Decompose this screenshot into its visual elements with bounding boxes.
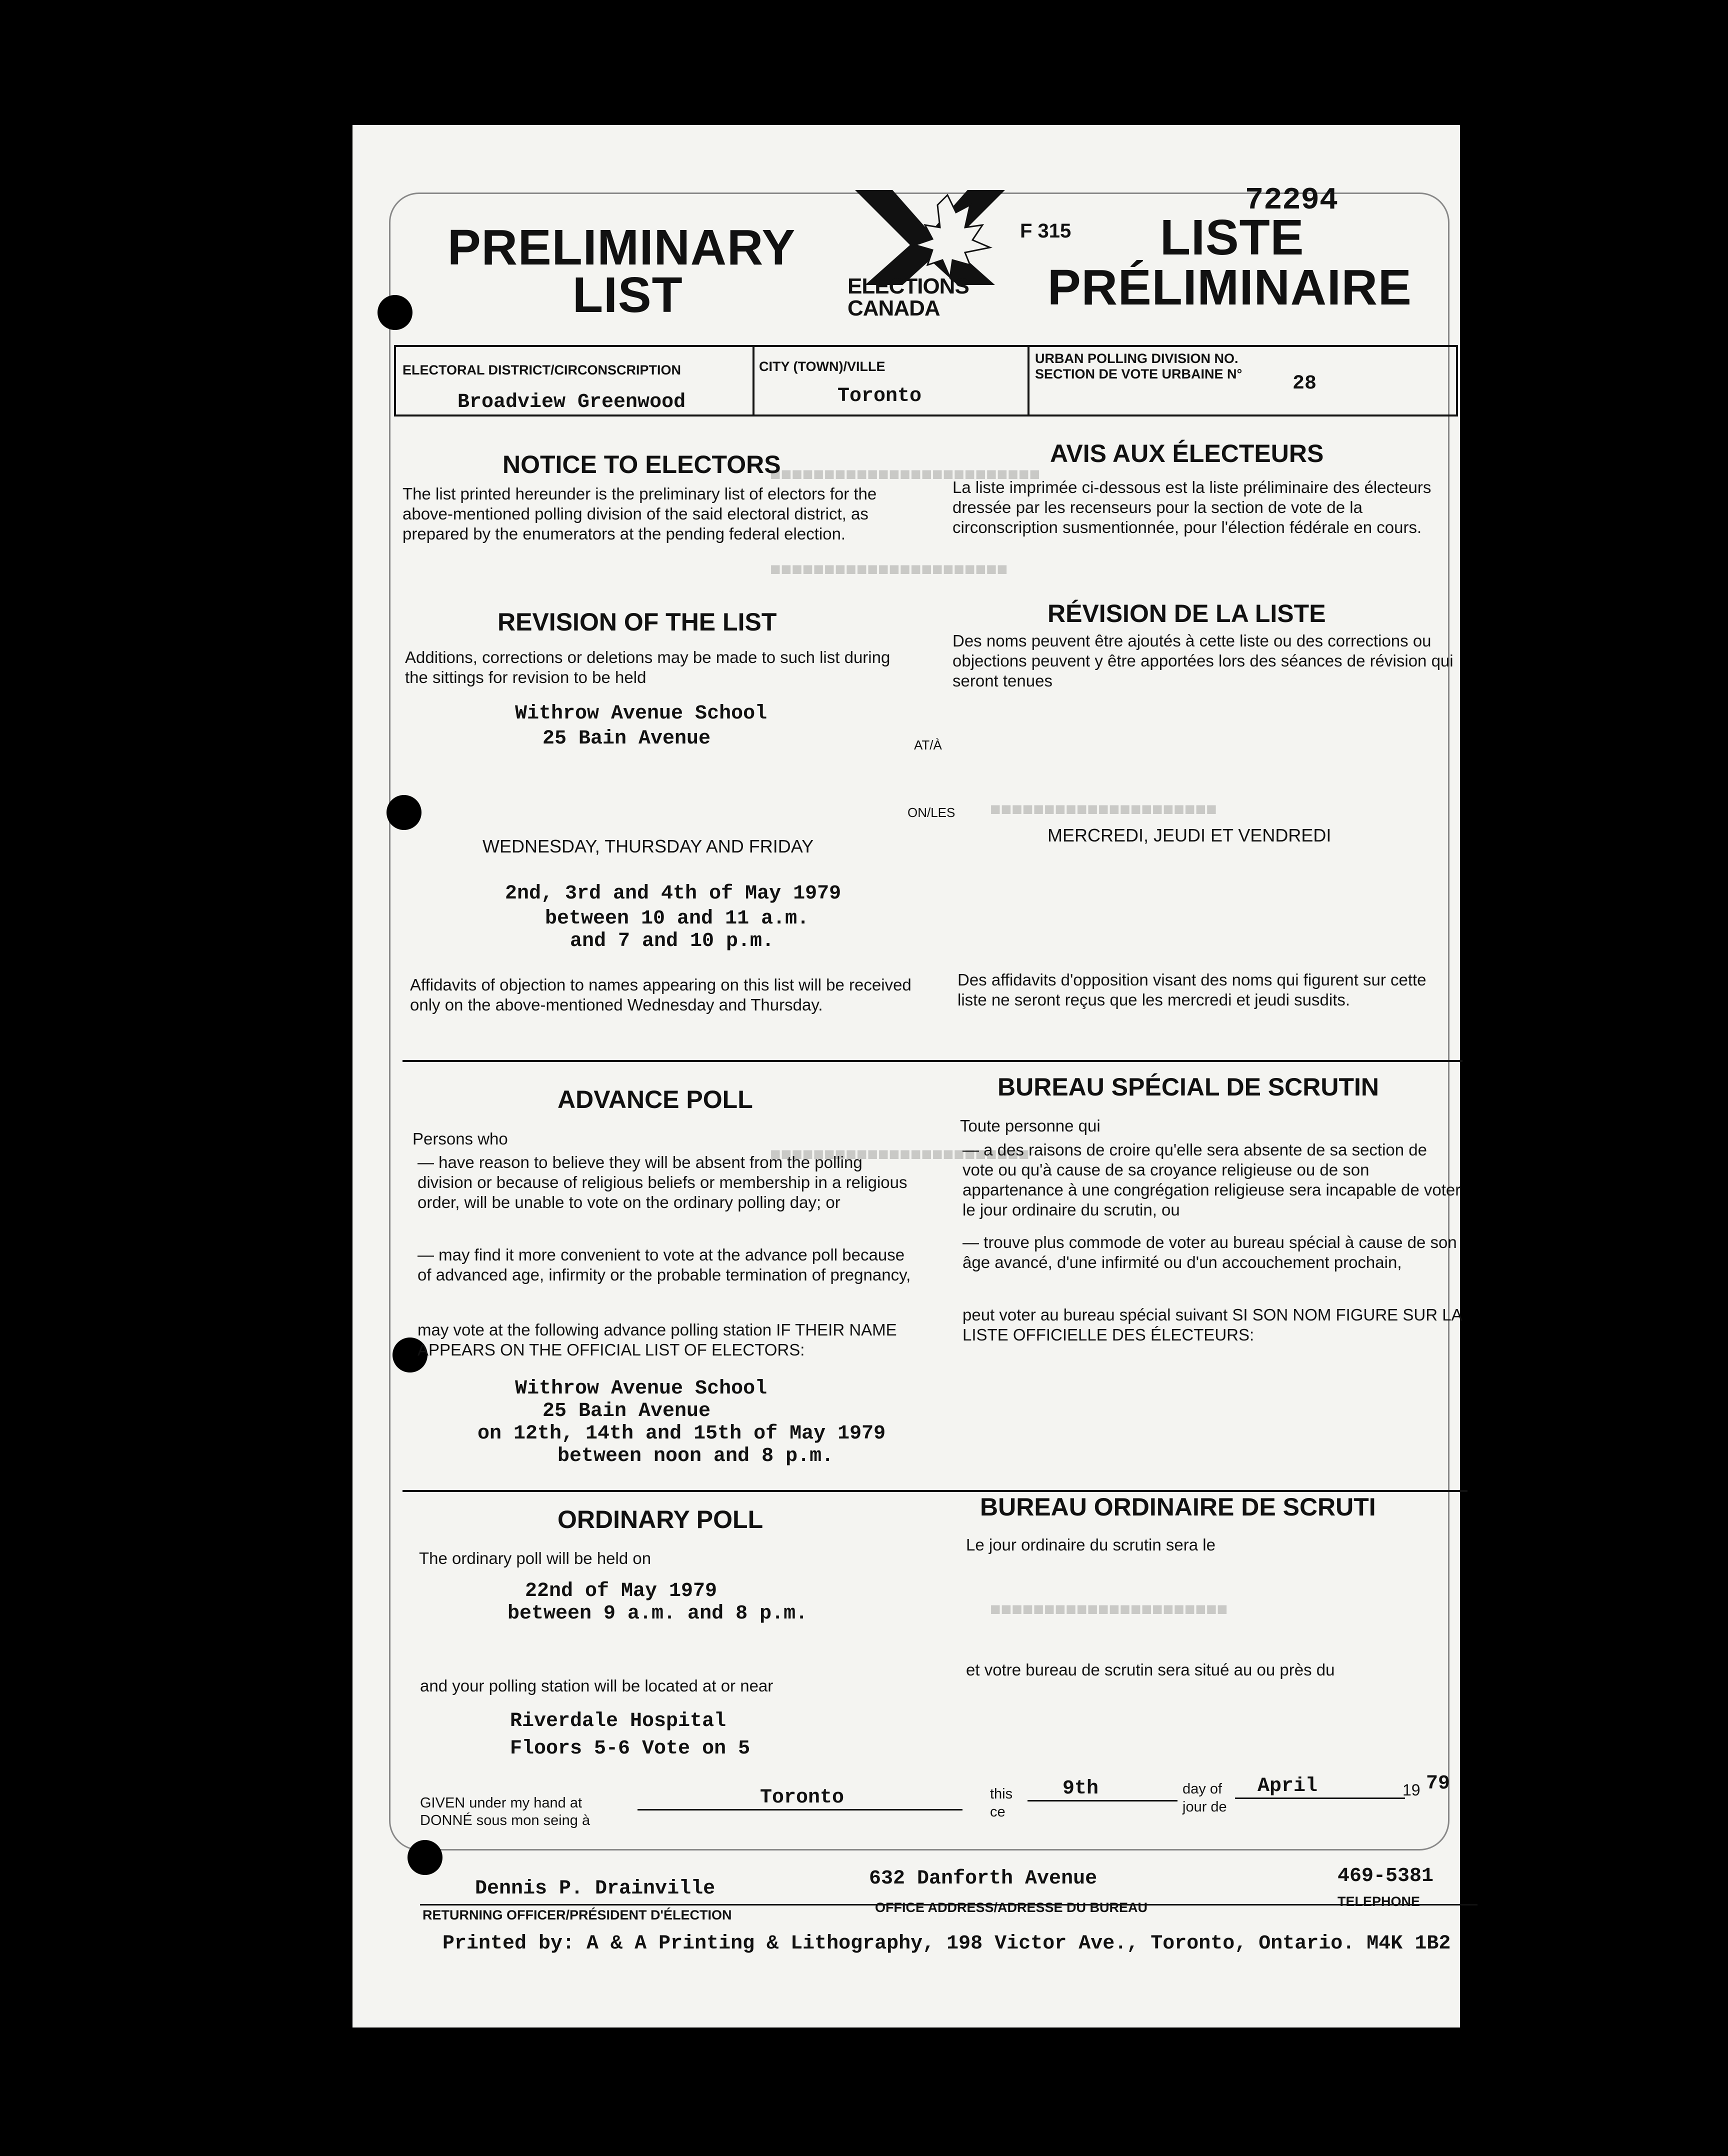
- advance-may-vote-en: may vote at the following advance polling station IF THEIR NAME APPEARS ON THE OFFICIAL LIST OF ELECTORS:: [418, 1320, 897, 1359]
- serial-number: 72294: [1245, 182, 1338, 218]
- advance-bullet-en-1: — have reason to believe they will be absent from the polling division or because of religious beliefs or membership in a religious order, will be unable to vote on the ordinary polling day; or: [418, 1153, 908, 1212]
- logo-text-canada: CANADA: [848, 296, 940, 320]
- year-prefix: 19: [1402, 1781, 1420, 1799]
- month-line: [1235, 1798, 1405, 1799]
- advance-dates-line-1: on 12th, 14th and 15th of May 1979: [478, 1422, 886, 1445]
- day-value: 9th: [1062, 1778, 1099, 1800]
- year-suffix: 79: [1426, 1772, 1450, 1795]
- ordinary-poll-title-en: ORDINARY POLL: [558, 1506, 764, 1534]
- day-of-fr: jour de: [1182, 1799, 1227, 1815]
- ordinary-date-line-2: between 9 a.m. and 8 p.m.: [508, 1602, 808, 1625]
- title-en-line-1: PRELIMINARY: [448, 220, 796, 276]
- this-en: this: [990, 1786, 1013, 1802]
- advance-may-vote-fr: peut voter au bureau spécial suivant SI SON NOM FIGURE SUR LA LISTE OFFICIELLE DES ÉLECTEURS:: [962, 1306, 1462, 1344]
- division-label-2: SECTION DE VOTE URBAINE N°: [1035, 366, 1242, 382]
- advance-place-line-1: Withrow Avenue School: [515, 1378, 768, 1400]
- notice-text-en: The list printed hereunder is the preliminary list of electors for the above-mentioned polling division of the said electoral district, as prepared by the enumerators at the pending federal election.: [402, 484, 877, 543]
- district-value: Broadview Greenwood: [458, 391, 686, 414]
- binder-hole: [378, 295, 412, 330]
- section-divider: [402, 1490, 1468, 1492]
- revision-place-line-1: Withrow Avenue School: [515, 702, 768, 725]
- revision-days-fr: MERCREDI, JEUDI ET VENDREDI: [1048, 825, 1332, 846]
- bleed-through-texture: ■■■■■■■■■■■■■■■■■■■■■: [990, 800, 1217, 820]
- revision-dates-line-2: between 10 and 11 a.m.: [545, 908, 810, 930]
- revision-dates-line-1: 2nd, 3rd and 4th of May 1979: [505, 882, 842, 905]
- title-fr-line-2: PRÉLIMINAIRE: [1048, 260, 1412, 316]
- revision-affidavit-en: Affidavits of objection to names appearing on this list will be received only on the above-mentioned Wednesday and Thursday.: [410, 976, 912, 1014]
- held-on-fr: Le jour ordinaire du scrutin sera le: [966, 1536, 1216, 1554]
- notice-text-fr: La liste imprimée ci-dessous est la liste préliminaire des électeurs dressée par les recenseurs pour la section de vote de la circonscription susmentionnée, pour l'élection fédérale en cours.: [952, 478, 1432, 536]
- division-label-1: URBAN POLLING DIVISION NO.: [1035, 351, 1238, 366]
- ordinary-place-line-2: Floors 5-6 Vote on 5: [510, 1738, 750, 1760]
- city-label: CITY (TOWN)/VILLE: [759, 359, 886, 374]
- title-fr-line-1: LISTE: [1160, 210, 1304, 266]
- ordinary-place-line-1: Riverdale Hospital: [510, 1710, 726, 1732]
- advance-bullet-en-2: — may find it more convenient to vote at the advance poll because of advanced age, infirmity or the probable termination of pregnancy,: [418, 1246, 911, 1284]
- office-address: 632 Danforth Avenue: [869, 1868, 1098, 1890]
- form-number: F 315: [1020, 220, 1072, 242]
- place-line: [638, 1809, 962, 1810]
- bleed-through-texture: ■■■■■■■■■■■■■■■■■■■■■■■■■: [770, 465, 1040, 486]
- advance-bullet-fr-2: — trouve plus commode de voter au bureau spécial à cause de son âge avancé, d'une infirmité ou d'un accouchement prochain,: [962, 1233, 1457, 1272]
- binder-hole: [408, 1840, 442, 1875]
- located-en: and your polling station will be located at or near: [420, 1676, 774, 1695]
- revision-title-en: REVISION OF THE LIST: [498, 608, 777, 636]
- day-line: [1028, 1800, 1178, 1802]
- telephone-value: 469-5381: [1338, 1865, 1434, 1888]
- revision-days-en: WEDNESDAY, THURSDAY AND FRIDAY: [482, 836, 814, 856]
- divider: [752, 345, 754, 414]
- title-en-line-2: LIST: [572, 267, 683, 323]
- bleed-through-texture: ■■■■■■■■■■■■■■■■■■■■■■: [990, 1600, 1228, 1620]
- on-label: ON/LES: [908, 805, 956, 820]
- telephone-label: TELEPHONE: [1338, 1894, 1420, 1909]
- revision-text-en: Additions, corrections or deletions may be made to such list during the sittings for revision to be held: [405, 648, 890, 686]
- elections-canada-logo: [845, 185, 1015, 320]
- persons-who: Persons who: [412, 1130, 508, 1148]
- ordinary-date-line-1: 22nd of May 1979: [525, 1580, 718, 1602]
- at-label: AT/À: [914, 738, 942, 752]
- revision-dates-line-3: and 7 and 10 p.m.: [570, 930, 774, 952]
- advance-bullet-fr-1: — a des raisons de croire qu'elle sera absente de sa section de vote ou qu'à cause de sa croyance religieuse ou de son appartenance à une congrégation religieuse sera incapable de voter le jour ordinaire du scrutin, ou: [962, 1140, 1461, 1219]
- logo-text-elections: ELECTIONS: [848, 274, 969, 298]
- revision-place-line-2: 25 Bain Avenue: [542, 728, 711, 750]
- month-value: April: [1258, 1775, 1318, 1798]
- given-fr: DONNÉ sous mon seing à: [420, 1812, 590, 1828]
- advance-dates-line-2: between noon and 8 p.m.: [558, 1445, 834, 1468]
- section-divider: [402, 1060, 1462, 1062]
- officer-name: Dennis P. Drainville: [475, 1878, 716, 1900]
- city-value: Toronto: [838, 385, 922, 408]
- revision-text-fr: Des noms peuvent être ajoutés à cette liste ou des corrections ou objections peuvent y être apportées lors des séances de révision qui seront tenues: [952, 632, 1454, 690]
- revision-affidavit-fr: Des affidavits d'opposition visant des noms qui figurent sur cette liste ne seront reçus que les mercredi et jeudi susdits.: [958, 970, 1426, 1009]
- office-label: OFFICE ADDRESS/ADRESSE DU BUREAU: [875, 1900, 1148, 1915]
- district-label: ELECTORAL DISTRICT/CIRCONSCRIPTION: [402, 362, 682, 378]
- given-place-value: Toronto: [760, 1786, 844, 1809]
- ordinary-poll-title-fr: BUREAU ORDINAIRE DE SCRUTI: [980, 1493, 1376, 1521]
- division-value: 28: [1292, 372, 1317, 395]
- bleed-through-texture: ■■■■■■■■■■■■■■■■■■■■■■: [770, 560, 1008, 580]
- day-of-en: day of: [1182, 1781, 1222, 1797]
- advance-poll-title-fr: BUREAU SPÉCIAL DE SCRUTIN: [998, 1073, 1380, 1101]
- binder-hole: [386, 795, 422, 830]
- revision-title-fr: RÉVISION DE LA LISTE: [1048, 600, 1326, 628]
- this-fr: ce: [990, 1804, 1006, 1820]
- advance-place-line-2: 25 Bain Avenue: [542, 1400, 711, 1422]
- located-fr: et votre bureau de scrutin sera situé au ou près du: [966, 1660, 1335, 1679]
- advance-poll-title-en: ADVANCE POLL: [558, 1086, 753, 1114]
- officer-label: RETURNING OFFICER/PRÉSIDENT D'ÉLECTION: [422, 1908, 732, 1922]
- given-en: GIVEN under my hand at: [420, 1795, 582, 1811]
- toute-personne: Toute personne qui: [960, 1116, 1100, 1135]
- bleed-through-texture: ■■■■■■■■■■■■■■■■■■■■■■■■: [770, 1145, 1030, 1166]
- notice-title-en: NOTICE TO ELECTORS: [502, 450, 781, 478]
- printer-line: Printed by: A & A Printing & Lithography, 198 Victor Ave., Toronto, Ontario. M4K 1B2: [442, 1932, 1451, 1955]
- held-on-en: The ordinary poll will be held on: [419, 1549, 652, 1568]
- divider: [1028, 345, 1030, 414]
- notice-title-fr: AVIS AUX ÉLECTEURS: [1050, 440, 1324, 468]
